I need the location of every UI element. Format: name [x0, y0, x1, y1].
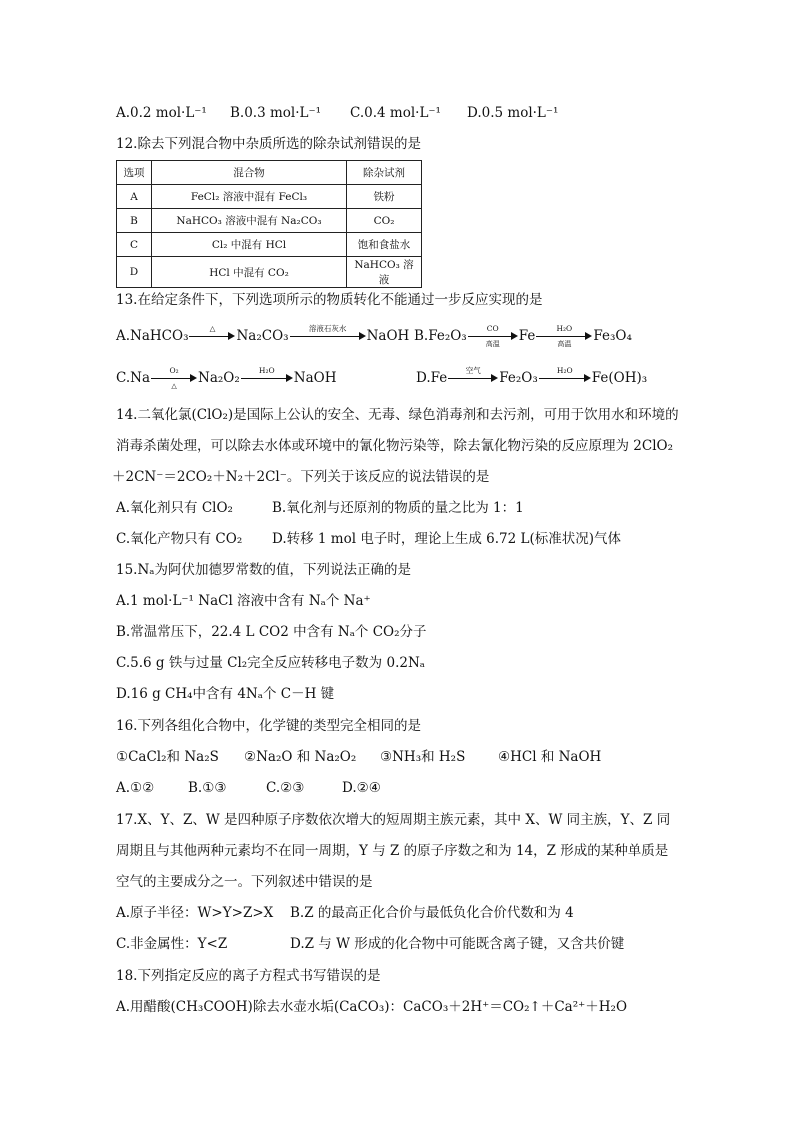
table-row: [117, 257, 422, 288]
q13-option-c[interactable]: [116, 366, 337, 390]
q13-option-b[interactable]: [414, 324, 632, 348]
table-header-cell: 除杂试剂: [347, 161, 422, 185]
arrowhead-icon: [491, 374, 498, 382]
q15-option-c[interactable]: C.5.6 g 铁与过量 Cl₂完全反应转移电子数为 0.2Nₐ: [116, 655, 425, 671]
q16-option-d[interactable]: D.②④: [342, 780, 381, 796]
table-cell: HCl 中混有 CO₂: [152, 257, 347, 288]
q14-option-a[interactable]: A.氧化剂只有 ClO₂: [116, 500, 233, 516]
q13-stem: 13.在给定条件下，下列选项所示的物质转化不能通过一步反应实现的是: [116, 292, 543, 308]
q11-option-d[interactable]: D.0.5 mol·L⁻¹: [467, 105, 559, 121]
arrowhead-icon: [228, 332, 235, 340]
arrow-condition: △: [209, 324, 216, 333]
q17-line2: 周期且与其他两种元素均不在同一周期，Y 与 Z 的原子序数之和为 14，Z 形成的某种单质是: [116, 843, 669, 859]
q16-item-2: ②Na₂O 和 Na₂O₂: [244, 749, 357, 765]
reaction-chain: [414, 324, 632, 348]
table-cell: B: [117, 209, 152, 233]
q15-option-d[interactable]: D.16 g CH₄中含有 4Nₐ个 C－H 键: [116, 686, 335, 702]
arrowhead-icon: [190, 374, 197, 382]
reaction-arrow: [189, 324, 235, 345]
q16-option-c[interactable]: C.②③: [266, 780, 305, 796]
q13-option-a[interactable]: [116, 324, 410, 345]
product: Na₂CO₃: [236, 328, 289, 344]
table-row: [117, 185, 422, 209]
q14-line3: ＋2CN⁻＝2CO₂＋N₂＋2Cl⁻。下列关于该反应的说法错误的是: [112, 469, 490, 485]
arrow-condition: CO: [486, 324, 499, 333]
q14-line2: 消毒杀菌处理，可以除去水体或环境中的氰化物污染等，除去氰化物污染的反应原理为 2ClO₂: [116, 438, 674, 454]
q12-stem: 12.除去下列混合物中杂质所选的除杂试剂错误的是: [116, 136, 421, 152]
table-header-cell: 混合物: [152, 161, 347, 185]
reaction-chain: [116, 366, 337, 390]
q17-option-b[interactable]: B.Z 的最高正化合价与最低负化合价代数和为 4: [290, 905, 574, 921]
arrowhead-icon: [585, 332, 592, 340]
table-cell: NaHCO₃ 溶液: [347, 257, 422, 288]
arrow-line: [290, 336, 360, 337]
q16-item-4: ④HCl 和 NaOH: [498, 749, 602, 765]
table-row: [117, 233, 422, 257]
q11-option-a[interactable]: A.0.2 mol·L⁻¹: [116, 105, 207, 121]
arrow-condition: 溶液石灰水: [308, 324, 347, 333]
table-cell: NaHCO₃ 溶液中混有 Na₂CO₃: [152, 209, 347, 233]
q14-option-c[interactable]: C.氧化产物只有 CO₂: [116, 531, 243, 547]
arrow-condition-below: 高温: [557, 340, 572, 348]
arrowhead-icon: [359, 332, 366, 340]
q16-stem: 16.下列各组化合物中，化学键的类型完全相同的是: [116, 718, 421, 734]
arrow-line: [151, 378, 191, 379]
reaction-arrow: [536, 324, 592, 348]
table-cell: 铁粉: [347, 185, 422, 209]
arrow-condition: H₂O: [258, 366, 275, 375]
arrow-line: [539, 378, 585, 379]
q12-table: [116, 160, 422, 288]
table-header-cell: 选项: [117, 161, 152, 185]
table-cell: FeCl₂ 溶液中混有 FeCl₃: [152, 185, 347, 209]
arrowhead-icon: [584, 374, 591, 382]
table-cell: Cl₂ 中混有 HCl: [152, 233, 347, 257]
q14-option-d[interactable]: D.转移 1 mol 电子时，理论上生成 6.72 L(标准状况)气体: [272, 531, 621, 547]
table-header-row: [117, 161, 422, 185]
q15-stem: 15.Nₐ为阿伏加德罗常数的值，下列说法正确的是: [116, 562, 411, 578]
q16-option-b[interactable]: B.①③: [188, 780, 227, 796]
arrow-line: [536, 336, 586, 337]
product: NaOH: [366, 328, 410, 344]
arrow-line: [241, 378, 287, 379]
product: NaOH: [293, 370, 337, 386]
q11-option-c[interactable]: C.0.4 mol·L⁻¹: [350, 105, 441, 121]
q17-option-d[interactable]: D.Z 与 W 形成的化合物中可能既含离子键，又含共价键: [290, 936, 625, 952]
q16-option-a[interactable]: A.①②: [116, 780, 155, 796]
q13-option-d[interactable]: [416, 366, 648, 387]
reaction-arrow: [468, 324, 518, 348]
reactant: C.Na: [116, 370, 151, 386]
reaction-arrow: [241, 366, 293, 387]
reaction-chain: [416, 366, 648, 387]
arrowhead-icon: [511, 332, 518, 340]
q16-item-3: ③NH₃和 H₂S: [380, 749, 466, 765]
reactant: D.Fe: [416, 370, 448, 386]
reaction-arrow: [151, 366, 197, 390]
table-cell: D: [117, 257, 152, 288]
reaction-arrow: [539, 366, 591, 387]
q17-line1: 17.X、Y、Z、W 是四种原子序数依次增大的短周期主族元素，其中 X、W 同主族，Y、Z 同: [116, 812, 671, 828]
reaction-arrow: [290, 324, 366, 345]
arrow-line: [448, 378, 492, 379]
product: Fe₂O₃: [499, 370, 538, 386]
q18-option-a[interactable]: A.用醋酸(CH₃COOH)除去水壶水垢(CaCO₃)：CaCO₃＋2H⁺＝CO₂↑＋Ca²⁺＋H₂O: [116, 999, 628, 1015]
arrow-line: [468, 336, 512, 337]
product: Fe(OH)₃: [591, 370, 648, 386]
q18-stem: 18.下列指定反应的离子方程式书写错误的是: [116, 968, 381, 984]
arrow-condition: O₂: [169, 366, 179, 375]
q15-option-b[interactable]: B.常温常压下，22.4 L CO2 中含有 Nₐ个 CO₂分子: [116, 624, 427, 640]
arrow-line: [189, 336, 229, 337]
table-cell: A: [117, 185, 152, 209]
product: Na₂O₂: [198, 370, 240, 386]
q17-option-c[interactable]: C.非金属性：Y<Z: [116, 936, 228, 952]
product: Fe₃O₄: [593, 328, 632, 344]
arrow-condition-below: 高温: [485, 340, 500, 348]
arrow-condition: 空气: [465, 366, 481, 375]
q11-option-b[interactable]: B.0.3 mol·L⁻¹: [230, 105, 322, 121]
q14-line1: 14.二氧化氯(ClO₂)是国际上公认的安全、无毒、绿色消毒剂和去污剂，可用于饮用水和环境的: [116, 407, 679, 423]
reactant: B.Fe₂O₃: [414, 328, 467, 344]
arrow-condition: H₂O: [556, 366, 573, 375]
arrow-condition: H₂O: [556, 324, 573, 333]
reaction-chain: [116, 324, 410, 345]
product: Fe: [518, 328, 536, 344]
arrowhead-icon: [286, 374, 293, 382]
table-cell: CO₂: [347, 209, 422, 233]
q17-option-a[interactable]: A.原子半径：W>Y>Z>X: [116, 905, 274, 921]
table-row: [117, 209, 422, 233]
table-cell: 饱和食盐水: [347, 233, 422, 257]
reaction-arrow: [448, 366, 498, 387]
q17-line3: 空气的主要成分之一。下列叙述中错误的是: [116, 874, 373, 890]
q15-option-a[interactable]: A.1 mol·L⁻¹ NaCl 溶液中含有 Nₐ个 Na⁺: [116, 593, 371, 609]
reactant: A.NaHCO₃: [116, 328, 189, 344]
arrow-condition-below: △: [171, 382, 177, 390]
table-cell: C: [117, 233, 152, 257]
q16-item-1: ①CaCl₂和 Na₂S: [116, 749, 219, 765]
q14-option-b[interactable]: B.氧化剂与还原剂的物质的量之比为 1：1: [272, 500, 524, 516]
